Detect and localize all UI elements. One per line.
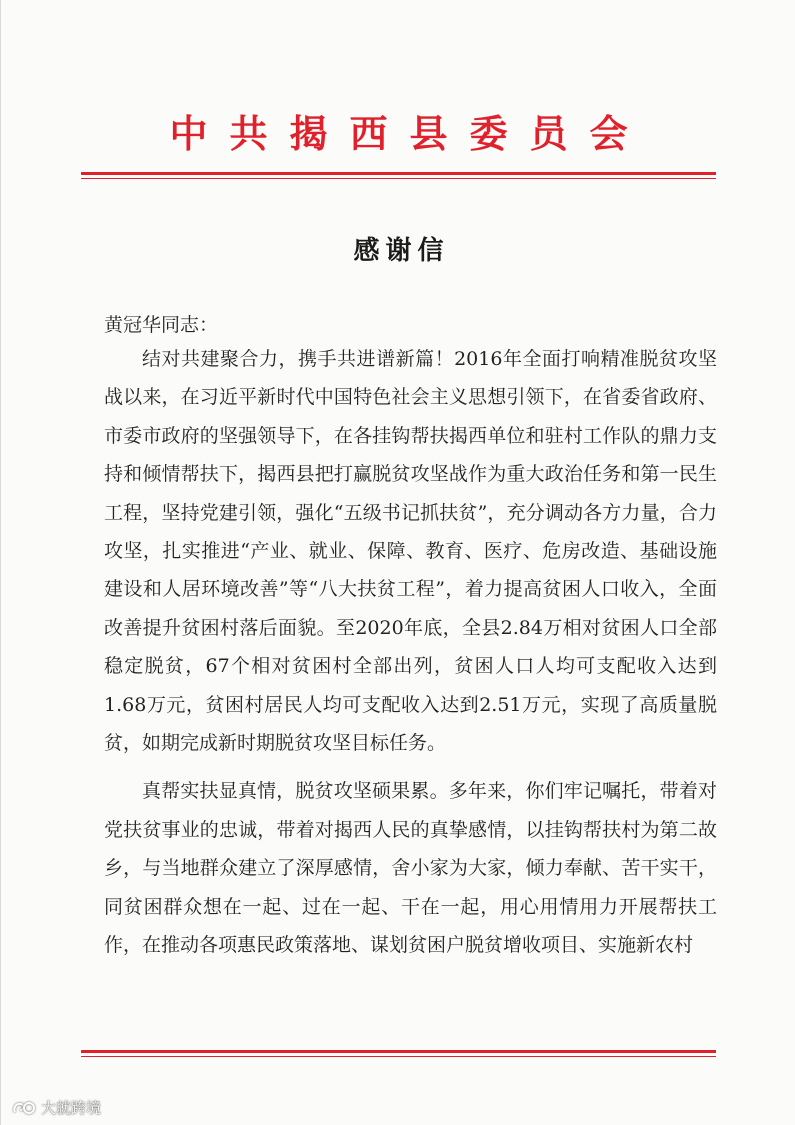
watermark xyxy=(11,1097,101,1118)
body-paragraph: 结对共建聚合力，携手共进谱新篇！2016年全面打响精准脱贫攻坚战以来，在习近平新时代中国特色社会主义思想引领下，在省委省政府、市委市政府的坚强领导下，在各挂钩帮扶揭西单位和驻村工作队的鼎力支持和倾情帮扶下，揭西县把打赢脱贫攻坚战作为重大政治任务和第一民生工程，坚持党建引领，强化“五级书记抓扶贫”，充分调动各方力量，合力攻坚，扎实推进“产业、就业、保障、教育、医疗、危房改造、基础设施建设和人居环境改善”等“八大扶贫工程”，着力提高贫困人口收入，全面改善提升贫困村落后面貌。至2020年底，全县2.84万相对贫困人口全部稳定脱贫，67个相对贫困村全部出列，贫困人口人均可支配收入达到1.68万元，贫困村居民人均可支配收入达到2.51万元，实现了高质量脱贫，如期完成新时期脱贫攻坚目标任务。 xyxy=(104,348,717,755)
salutation: 黄冠华同志： xyxy=(104,314,219,336)
letter-body xyxy=(104,340,717,965)
watermark-text: 大就跨境 xyxy=(41,1099,102,1117)
body-paragraph: 真帮实扶显真情，脱贫攻坚硕果累。多年来，你们牢记嘱托，带着对党扶贫事业的忠诚，带着对揭西人民的真挚感情，以挂钩帮扶村为第二故乡，与当地群众建立了深厚感情，舍小家为大家，倾力奉献、苦干实干，同贫困群众想在一起、过在一起、干在一起，用心用情用力开展帮扶工作，在推动各项惠民政策落地、谋划贫困户脱贫增收项目、实施新农村 xyxy=(104,780,717,957)
swirl-logo-icon xyxy=(11,1099,37,1117)
letter-title: 感谢信 xyxy=(353,236,450,266)
footer-red-rule xyxy=(81,1050,716,1057)
letterhead-org-name: 中共揭西县委员会 xyxy=(169,112,650,156)
letterhead-red-rule xyxy=(81,172,716,179)
